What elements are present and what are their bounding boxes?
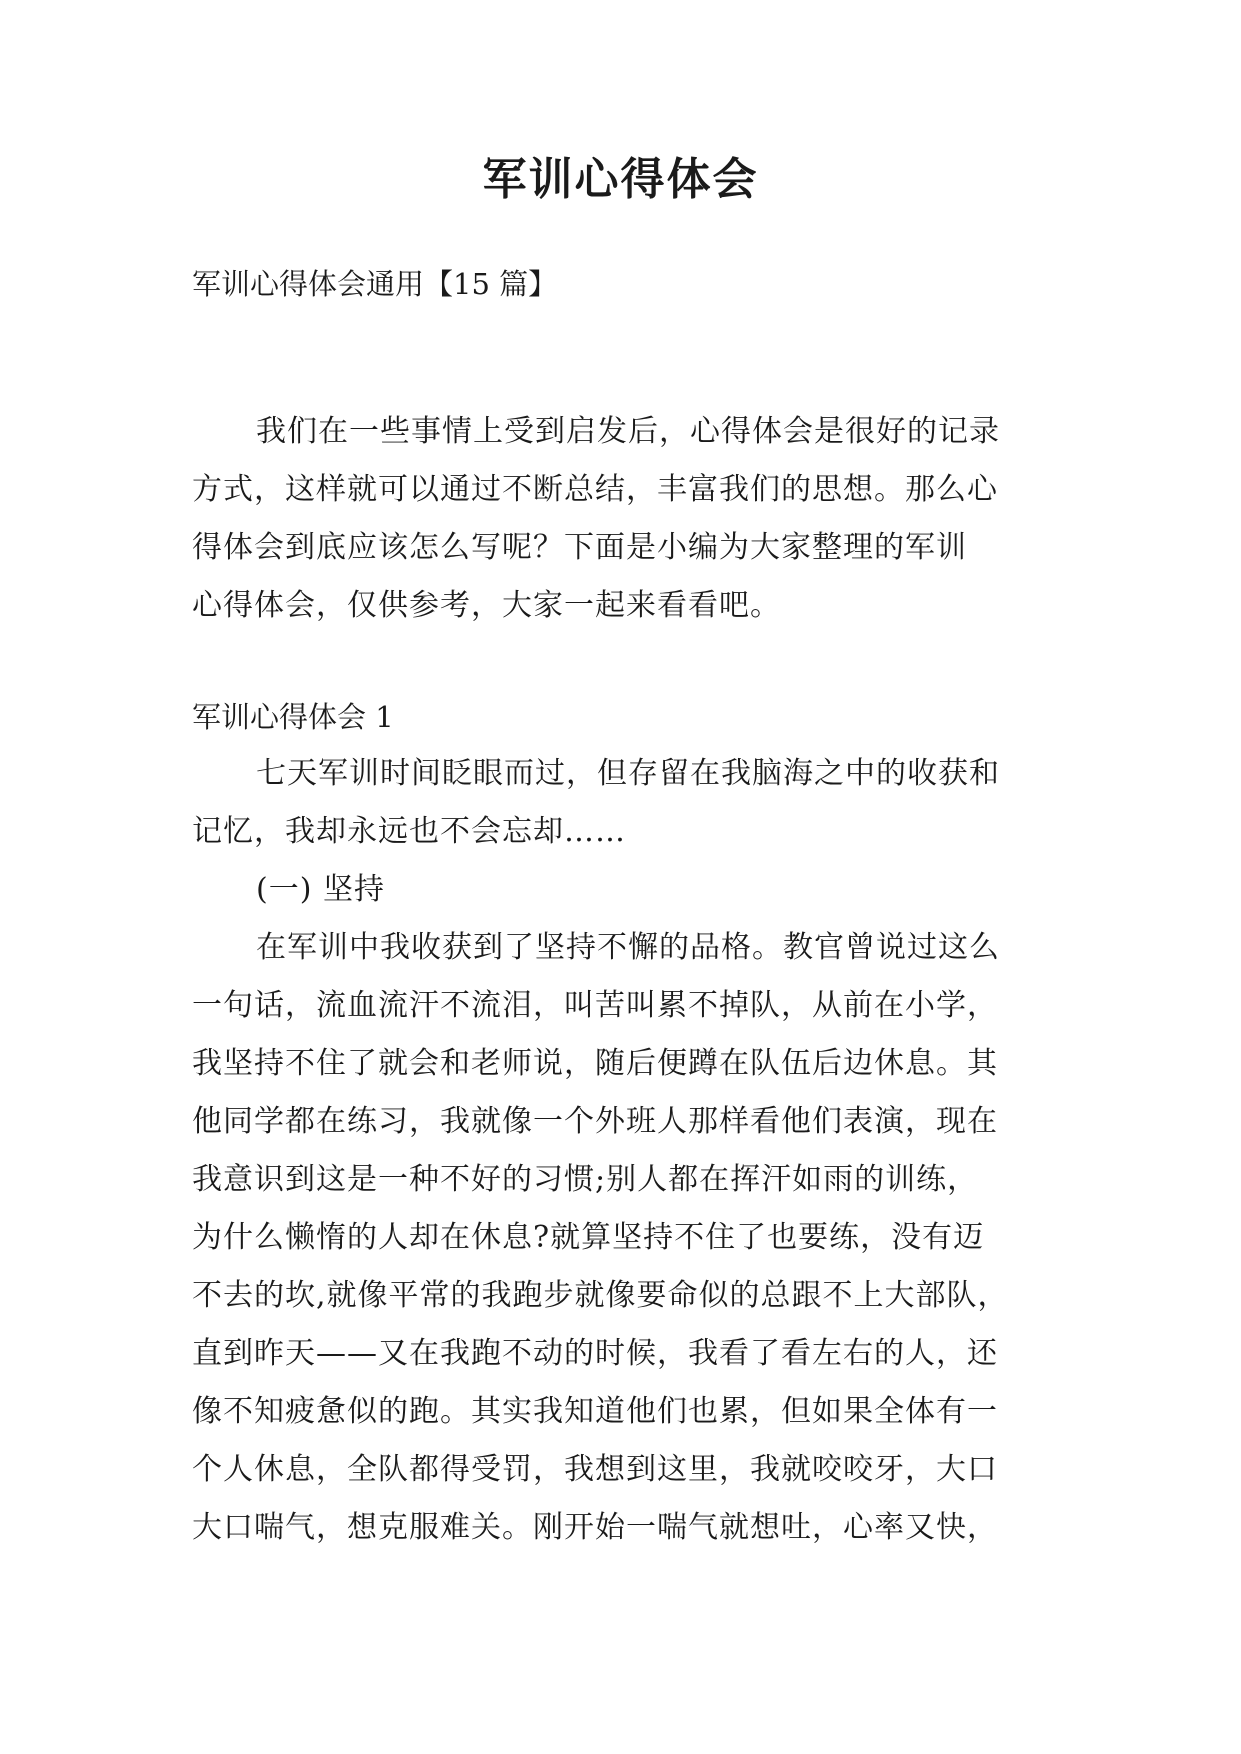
paragraph-line: 我意识到这是一种不好的习惯;别人都在挥汗如雨的训练， <box>192 1162 979 1197</box>
paragraph-line: 为什么懒惰的人却在休息?就算坚持不住了也要练，没有迈 <box>192 1220 985 1255</box>
paragraph-line: 我坚持不住了就会和老师说，随后便蹲在队伍后边休息。其 <box>192 1046 998 1081</box>
paragraph-line: 他同学都在练习，我就像一个外班人那样看他们表演，现在 <box>192 1104 998 1139</box>
paragraph-line: 个人休息，全队都得受罚，我想到这里，我就咬咬牙，大口 <box>192 1452 998 1487</box>
paragraph-line: 方式，这样就可以通过不断总结，丰富我们的思想。那么心 <box>192 472 998 507</box>
body-paragraph <box>192 745 1052 1557</box>
intro-paragraph <box>192 403 1052 635</box>
paragraph-line: 得体会到底应该怎么写呢？下面是小编为大家整理的军训 <box>192 530 967 565</box>
paragraph-line: 直到昨天——又在我跑不动的时候，我看了看左右的人，还 <box>192 1336 998 1371</box>
subheading-line: (一) 坚持 <box>256 872 385 907</box>
paragraph-line: 大口喘气，想克服难关。刚开始一喘气就想吐，心率又快， <box>192 1510 998 1545</box>
paragraph-line: 七天军训时间眨眼而过，但存留在我脑海之中的收获和 <box>256 756 1000 791</box>
document-title: 军训心得体会 <box>482 154 759 205</box>
paragraph-line: 不去的坎,就像平常的我跑步就像要命似的总跟不上大部队， <box>192 1278 1009 1313</box>
paragraph-line: 在军训中我收获到了坚持不懈的品格。教官曾说过这么 <box>256 930 1000 965</box>
document-subtitle: 军训心得体会通用【15 篇】 <box>192 267 558 301</box>
paragraph-line: 记忆，我却永远也不会忘却…… <box>192 814 626 849</box>
section-heading: 军训心得体会 1 <box>192 700 394 734</box>
paragraph-line: 像不知疲惫似的跑。其实我知道他们也累，但如果全体有一 <box>192 1394 998 1429</box>
paragraph-line: 心得体会，仅供参考，大家一起来看看吧。 <box>192 588 781 623</box>
paragraph-line: 一句话，流血流汗不流泪，叫苦叫累不掉队，从前在小学， <box>192 988 998 1023</box>
paragraph-line: 我们在一些事情上受到启发后，心得体会是很好的记录 <box>256 414 1000 449</box>
